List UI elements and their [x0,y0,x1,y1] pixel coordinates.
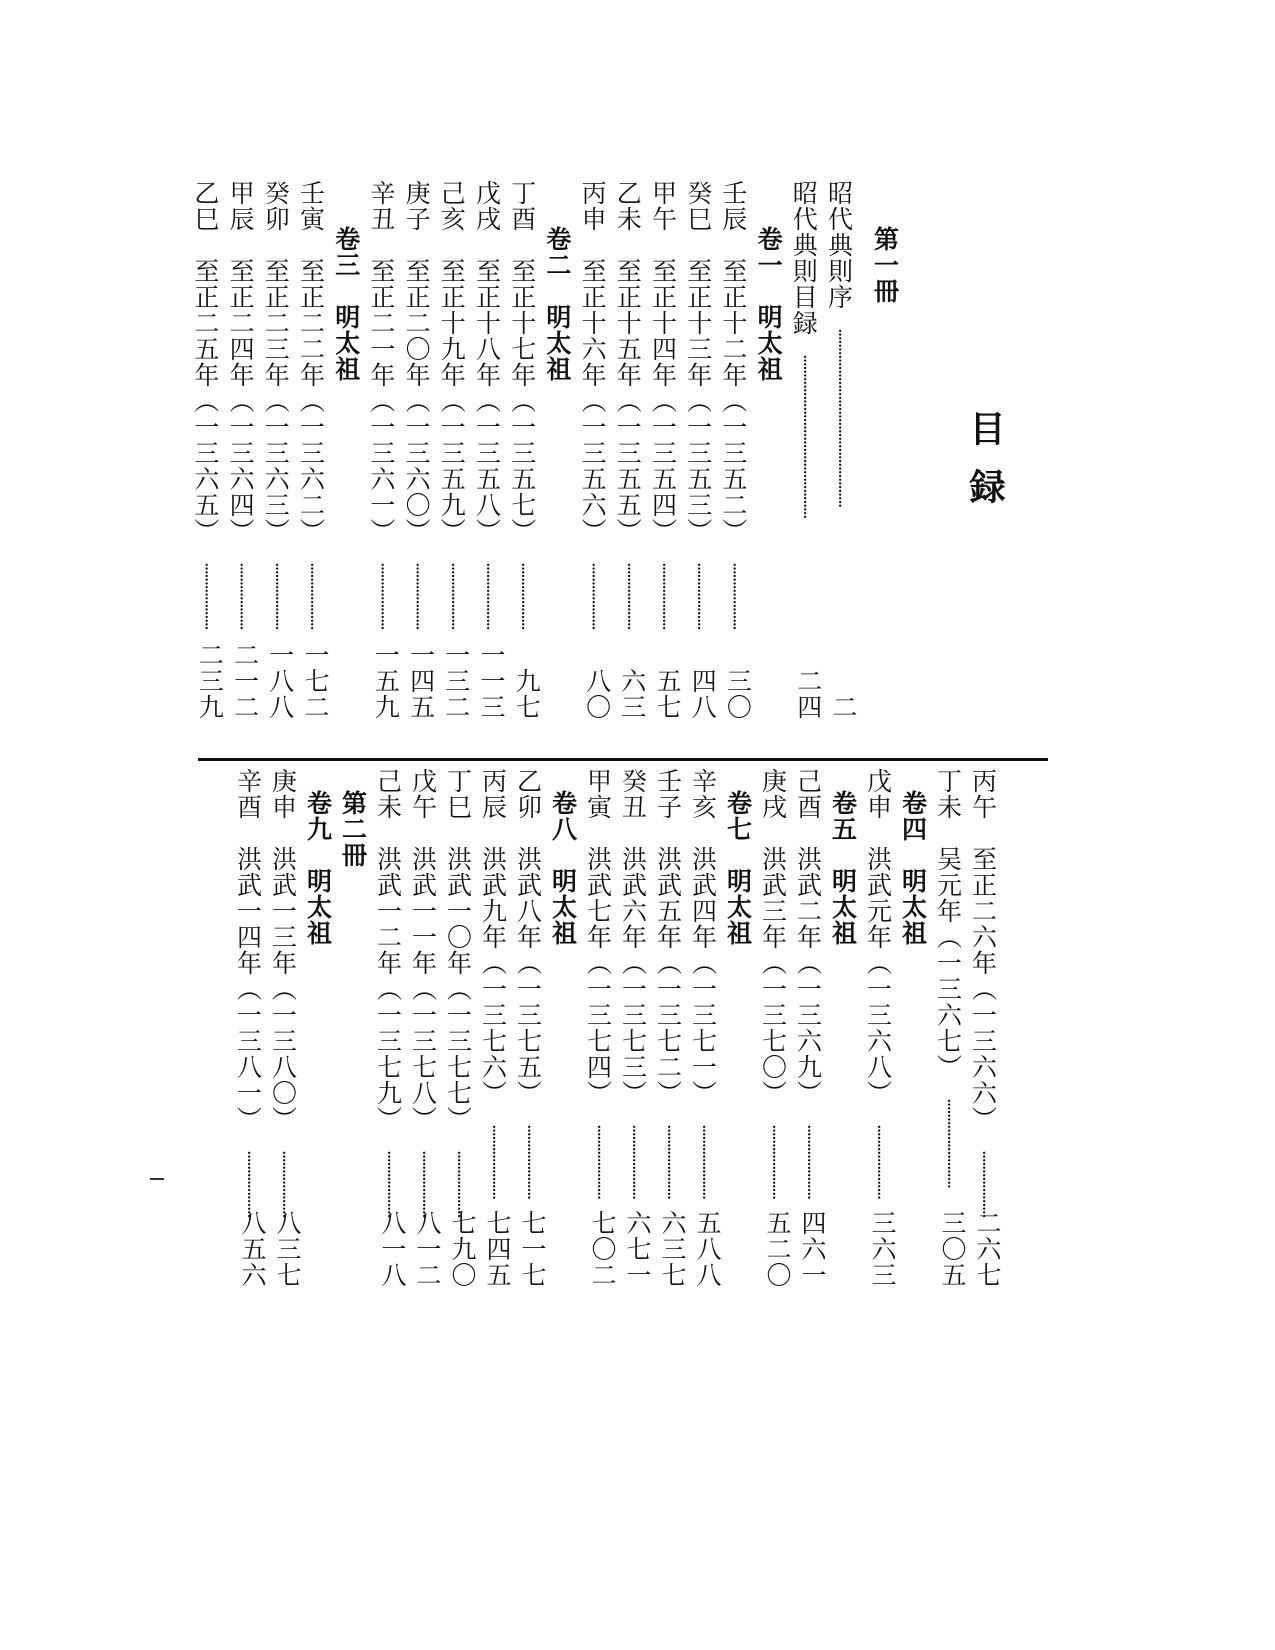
toc-entry [406,768,440,1288]
page-number: 九七 [512,668,542,720]
page-number: 六三七 [658,1210,687,1288]
leader-dots: ················································ [829,328,850,507]
toc-entry [756,768,790,1288]
page-number: 一七二 [301,642,330,720]
chapter-heading-text: 卷三 明太祖 [331,226,361,382]
toc-entry-text: 戊戌 至正十八年（一三五八） [472,180,502,544]
leader-dots: ························ [938,1098,959,1188]
toc-entry-text: 丙辰 洪武九年（一三七六） [478,768,508,1106]
toc-entry-text: 辛酉 洪武一四年（一三八一） [233,768,263,1132]
leader-dots: ·················· [230,562,252,629]
toc-entry-text: 甲辰 至正二四年（一三六四） [226,180,256,544]
page-number: 一四五 [406,642,436,720]
toc-entry-text: 辛亥 洪武四年（一三七一） [688,768,718,1106]
toc-entry [611,180,645,720]
leader-dots: ·················· [653,562,674,629]
chapter-heading-text: 卷四 明太祖 [898,790,928,946]
leader-dots: ···················· [518,1124,539,1199]
page-number: 二三九 [195,642,225,720]
page-number: 一八八 [265,642,295,720]
toc-entry [576,180,610,720]
page-number: 三〇五 [938,1210,967,1288]
toc-entry [581,768,615,1288]
toc-entry [787,180,821,720]
toc-entry [616,768,650,1288]
page-number: 四六一 [798,1210,827,1288]
toc-entry-text: 甲寅 洪武七年（一三七四） [583,768,613,1106]
toc-entry [470,180,504,720]
leader-dots: ············································ [793,354,815,518]
toc-entry [791,768,825,1288]
toc-entry [400,180,434,720]
page-number: 二一二 [230,642,260,720]
page-number: 六三 [617,668,647,720]
page-number: 二六七 [973,1210,1002,1288]
page-number: 四八 [688,668,718,720]
leader-dots: ·················· [301,562,322,629]
toc-entry-text: 丙午 至正二六年（一三六六） [968,768,998,1132]
page-number: 八一二 [413,1210,442,1288]
page-number: 二 [829,694,858,720]
leader-dots: ·················· [406,562,428,629]
leader-dots: ·················· [723,562,745,629]
toc-entry [364,180,401,720]
leader-dots: ·················· [195,562,217,629]
chapter-heading [336,790,370,868]
toc-entry-text: 甲午 至正十四年（一三五四） [648,180,678,544]
leader-dots: ···················· [658,1124,679,1199]
toc-entry [646,180,680,720]
chapter-heading-text: 卷八 明太祖 [548,790,578,946]
chapter-heading-text: 卷七 明太祖 [723,790,753,946]
toc-entry-text: 壬寅 至正二二年（一三六二） [296,180,326,544]
volume-heading-text: 第一冊 [870,226,900,304]
chapter-heading [546,790,580,946]
toc-entry [681,180,718,720]
toc-entry-text: 戊申 洪武元年（一三六八） [863,768,893,1106]
leader-dots: ·················· [477,562,498,629]
leader-dots: ···················· [868,1124,889,1199]
leader-dots: ·················· [378,1150,399,1217]
toc-entry [716,180,753,720]
leader-dots: ·················· [273,1150,294,1217]
page-number: 八五六 [238,1210,267,1288]
chapter-heading-text: 卷二 明太祖 [542,226,572,382]
toc-entry [822,180,856,720]
toc-entry [511,768,545,1288]
page-number: 二四 [793,668,823,720]
toc-entry-text: 庚申 洪武一三年（一三八〇） [268,768,298,1132]
toc-entry-text: 癸卯 至正二三年（一三六三） [261,180,291,544]
toc-entry-text: 昭代典則目録 [789,180,819,336]
page-number: 八一八 [378,1210,407,1288]
leader-dots: ···················· [588,1124,609,1199]
volume-heading [868,226,902,304]
chapter-heading-text: 第二冊 [338,790,368,868]
toc-entry-text: 癸丑 洪武六年（一三七三） [618,768,648,1106]
leader-dots: ·················· [441,562,463,629]
toc-entry [435,180,469,720]
page-number: 七一七 [518,1210,547,1288]
page-number: 三六三 [868,1210,897,1288]
toc-entry-text: 己亥 至正十九年（一三五九） [437,180,467,544]
leader-dots: ·················· [413,1150,434,1217]
leader-dots: ···················· [693,1124,714,1199]
leader-dots: ·················· [371,562,393,629]
toc-entry-text: 己酉 洪武二年（一三六九） [793,768,823,1106]
toc-entry-text: 乙巳 至正二五年（一三六五） [190,180,220,544]
leader-dots: ·················· [448,1150,469,1217]
toc-entry [966,768,1000,1288]
toc-entry-text: 庚戌 洪武三年（一三七〇） [758,768,788,1106]
chapter-heading-text: 卷五 明太祖 [828,790,858,946]
toc-entry-text: 辛丑 至正二一年（一三六一） [366,180,396,544]
toc-entry [224,180,258,720]
toc-entry-text: 己未 洪武一二年（一三七九） [373,768,403,1132]
page-number: 三〇 [723,668,753,720]
chapter-heading [826,790,860,946]
leader-dots: ·················· [688,562,710,629]
toc-entry [188,180,225,720]
toc-entry-text: 丙申 至正十六年（一三五六） [578,180,608,544]
toc-entry-text: 丁巳 洪武一〇年（一三七七） [443,768,473,1132]
page-number: 一三二 [441,642,471,720]
toc-entry-text: 乙未 至正十五年（一三五五） [613,180,643,544]
toc-entry-text: 壬子 洪武五年（一三七二） [653,768,683,1106]
toc-entry-text: 壬辰 至正十二年（一三五二） [718,180,748,544]
leader-dots: ···················· [483,1124,504,1199]
chapter-heading [752,226,786,382]
chapter-heading-text: 卷九 明太祖 [303,790,333,946]
chapter-heading [329,226,363,382]
page-number: 八三七 [273,1210,302,1288]
toc-entry [476,768,510,1288]
page-number: 八〇 [582,668,612,720]
toc-entry-text: 丁酉 至正十七年（一三五七） [507,180,537,544]
toc-entry-text: 乙卯 洪武八年（一三七五） [513,768,543,1106]
toc-entry [266,768,300,1288]
toc-entry [441,768,475,1288]
leader-dots: ·················· [265,562,287,629]
page-number: 六七一 [623,1210,652,1288]
toc-entry [259,180,293,720]
leader-dots: ·················· [582,562,604,629]
leader-dots: ·················· [512,562,534,629]
toc-entry [651,768,685,1288]
chapter-heading-text: 卷一 明太祖 [754,226,784,382]
leader-dots: ···················· [798,1124,819,1199]
scan-mark [150,1178,164,1180]
page-number: 一五九 [371,642,401,720]
toc-entry [294,180,328,720]
toc-entry-text: 庚子 至正二〇年（一三六〇） [402,180,432,544]
toc-entry [231,768,265,1288]
leader-dots: ·················· [238,1150,259,1217]
toc-entry-text: 丁未 吴元年（一三六七） [933,768,963,1080]
chapter-heading [896,790,930,946]
toc-entry [931,768,965,1288]
chapter-heading [540,226,574,382]
page-number: 五八八 [693,1210,722,1288]
toc-entry [371,768,405,1288]
chapter-heading [301,790,335,946]
page-number: 五七 [653,668,682,720]
toc-entry [861,768,895,1288]
chapter-heading [721,790,755,946]
leader-dots: ···················· [763,1124,784,1199]
leader-dots: ·················· [973,1150,994,1217]
page-title: 目録 [964,410,1006,526]
page-number: 七九〇 [448,1210,477,1288]
toc-entry [686,768,720,1288]
page-number: 一一三 [477,642,506,720]
leader-dots: ·················· [617,562,639,629]
page-number: 七四五 [483,1210,512,1288]
leader-dots: ···················· [623,1124,644,1199]
toc-entry-text: 昭代典則序 [824,180,854,310]
toc-entry [505,180,542,720]
toc-entry-text: 戊午 洪武一一年（一三七八） [408,768,438,1132]
toc-entry-text: 癸巳 至正十三年（一三五三） [683,180,713,544]
section-divider [198,758,1048,761]
page-number: 七〇二 [588,1210,617,1288]
page-number: 五二〇 [763,1210,792,1288]
